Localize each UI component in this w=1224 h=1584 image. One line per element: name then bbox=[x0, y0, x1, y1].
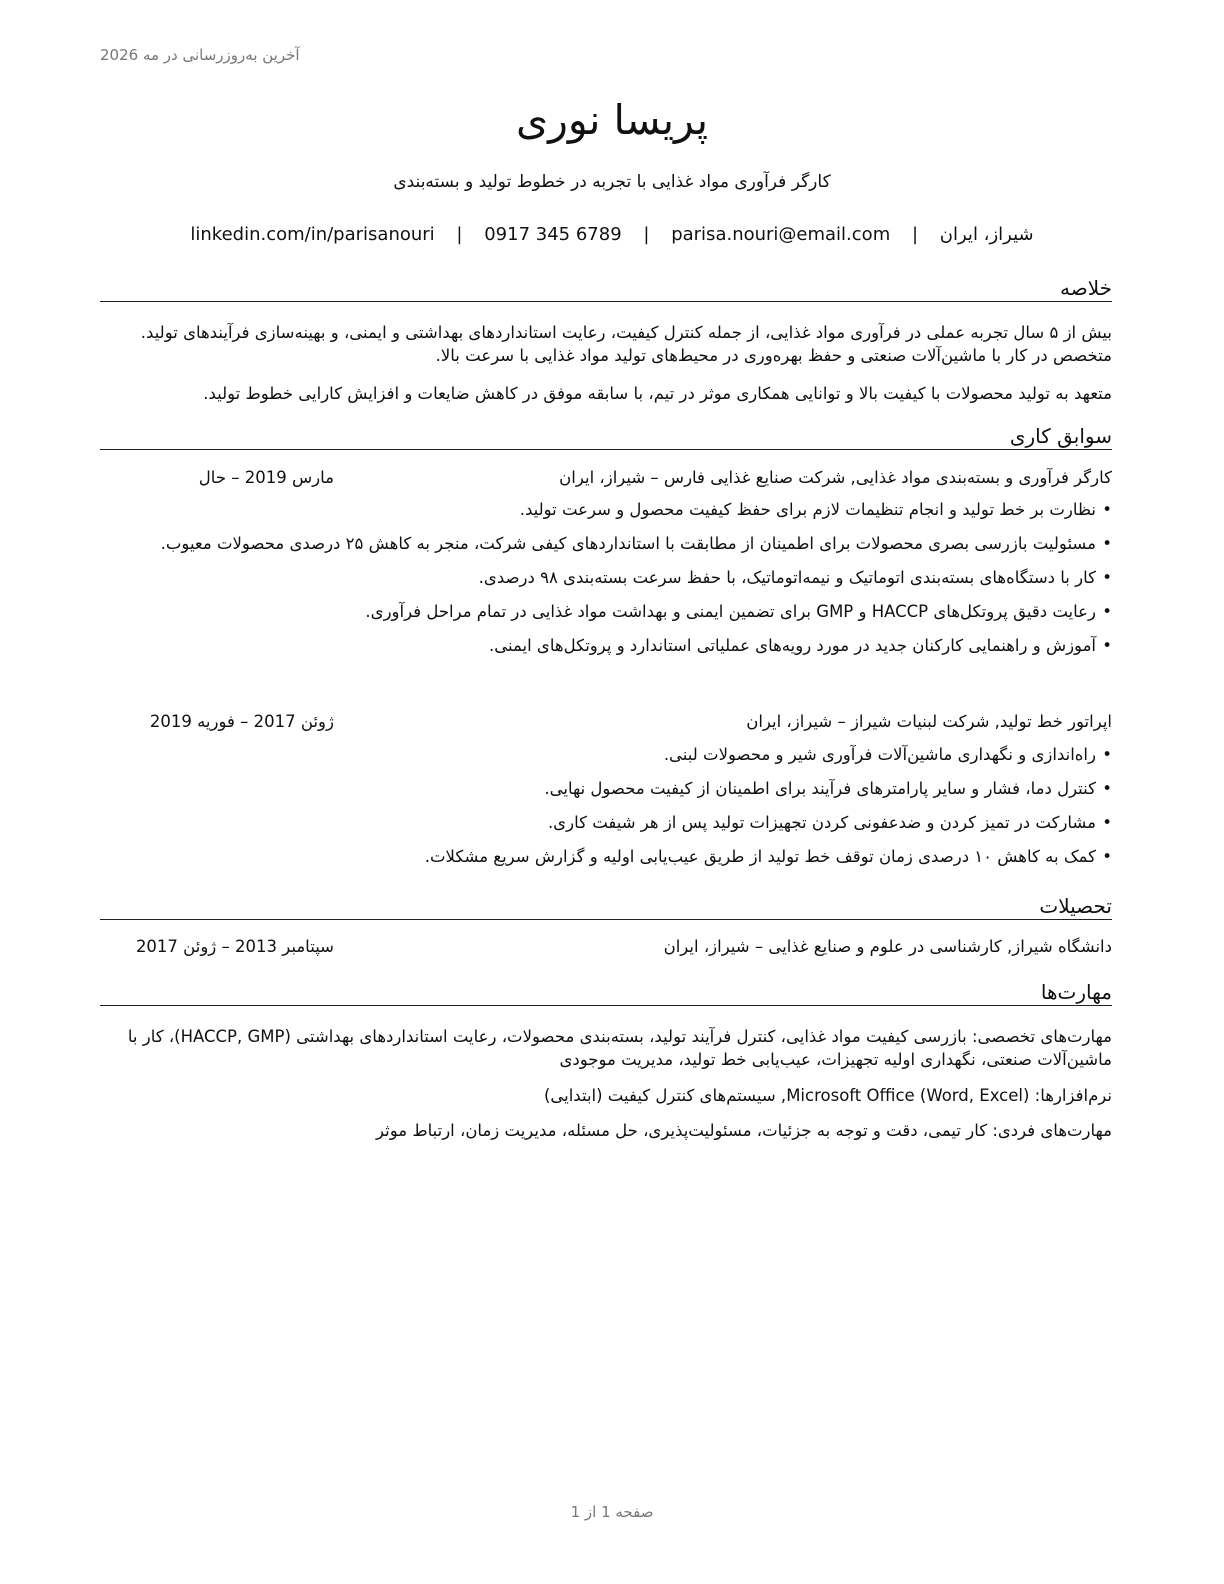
job-dates: مارس 2019 – حال bbox=[198, 468, 334, 487]
job-bullet: • مشارکت در تمیز کردن و ضدعفونی کردن تجهیزات تولید پس از هر شیفت کاری. bbox=[100, 811, 1112, 834]
contact-separator: | bbox=[911, 224, 919, 245]
contact-line bbox=[0, 224, 1224, 245]
section-title-education: تحصیلات bbox=[100, 894, 1112, 920]
summary-paragraph-1: بیش از ۵ سال تجربه عملی در فرآوری مواد غذایی، از جمله کنترل کیفیت، رعایت استانداردهای بهداشتی و ایمنی، و بهینه‌سازی فرآیندهای تولید. متخصص در کار با ماشین‌آلات صنعتی و حفظ بهره‌وری در محیط‌های تولید مواد غذایی با سرعت بالا. bbox=[140, 323, 1112, 365]
skills-technical: مهارت‌های تخصصی: بازرسی کیفیت مواد غذایی، کنترل فرآیند تولید، بسته‌بندی محصولات، رعایت استانداردهای بهداشتی (HACCP, GMP)، کار با ماشین‌آلات صنعتی، نگهداری اولیه تجهیزات، عیب‌یابی خط تولید، مدیریت موجودی bbox=[127, 1027, 1112, 1069]
job-bullet: • کنترل دما، فشار و سایر پارامترهای فرآیند برای اطمینان از کیفیت محصول نهایی. bbox=[100, 777, 1112, 800]
job-bullet: • رعایت دقیق پروتکل‌های HACCP و GMP برای تضمین ایمنی و بهداشت مواد غذایی در تمام مراحل فرآوری. bbox=[100, 600, 1112, 623]
contact-email[interactable]: parisa.nouri@email.com bbox=[671, 224, 891, 245]
skills-software: نرم‌افزارها: Microsoft Office (Word, Excel), سیستم‌های کنترل کیفیت (ابتدایی) bbox=[543, 1086, 1112, 1105]
education-dates: سپتامبر 2013 – ژوئن 2017 bbox=[135, 937, 334, 956]
contact-separator: | bbox=[456, 224, 463, 245]
last-updated-note: آخرین به‌روزرسانی در مه 2026 bbox=[100, 46, 300, 64]
job-dates: ژوئن 2017 – فوریه 2019 bbox=[149, 712, 334, 731]
section-title-experience: سوابق کاری bbox=[100, 424, 1112, 450]
job-bullet: • کار با دستگاه‌های بسته‌بندی اتوماتیک و نیمه‌اتوماتیک، با حفظ سرعت بسته‌بندی ۹۸ درصدی. bbox=[100, 566, 1112, 589]
job-bullet-list bbox=[100, 498, 1112, 668]
page-number: صفحه 1 از 1 bbox=[570, 1503, 654, 1521]
job-bullet: • کمک به کاهش ۱۰ درصدی زمان توقف خط تولید از طریق عیب‌یابی اولیه و گزارش سریع مشکلات. bbox=[100, 845, 1112, 868]
candidate-headline: کارگر فرآوری مواد غذایی با تجربه در خطوط تولید و بسته‌بندی bbox=[393, 172, 831, 192]
education-institution-degree: دانشگاه شیراز, کارشناسی در علوم و صنایع غذایی – شیراز، ایران bbox=[663, 937, 1112, 956]
job-bullet: • آموزش و راهنمایی کارکنان جدید در مورد رویه‌های عملیاتی استاندارد و پروتکل‌های ایمنی. bbox=[100, 634, 1112, 657]
job-bullet: • مسئولیت بازرسی بصری محصولات برای اطمینان از مطابقت با استانداردهای کیفی شرکت، منجر به کاهش ۲۵ درصدی محصولات معیوب. bbox=[100, 532, 1112, 555]
job-bullet-list bbox=[100, 743, 1112, 879]
skills-soft: مهارت‌های فردی: کار تیمی، دقت و توجه به جزئیات، مسئولیت‌پذیری، حل مسئله، مدیریت زمان، ارتباط موثر bbox=[376, 1121, 1112, 1140]
section-title-summary: خلاصه bbox=[100, 276, 1112, 302]
candidate-name: پریسا نوری bbox=[515, 96, 709, 144]
section-title-skills: مهارت‌ها bbox=[100, 980, 1112, 1006]
job-bullet: • راه‌اندازی و نگهداری ماشین‌آلات فرآوری شیر و محصولات لبنی. bbox=[100, 743, 1112, 766]
job-heading bbox=[100, 468, 1112, 492]
job-title-company: اپراتور خط تولید, شرکت لبنیات شیراز – شیراز، ایران bbox=[746, 712, 1112, 731]
summary-paragraph-2: متعهد به تولید محصولات با کیفیت بالا و توانایی همکاری موثر در تیم، با سابقه موفق در کاهش ضایعات و افزایش کارایی خطوط تولید. bbox=[203, 384, 1112, 403]
contact-separator: | bbox=[643, 224, 650, 245]
job-heading bbox=[100, 712, 1112, 736]
job-title-company: کارگر فرآوری و بسته‌بندی مواد غذایی, شرکت صنایع غذایی فارس – شیراز، ایران bbox=[559, 468, 1112, 487]
contact-location: شیراز، ایران bbox=[939, 224, 1034, 245]
contact-linkedin[interactable]: linkedin.com/in/parisanouri bbox=[190, 224, 435, 245]
contact-phone: 0917 345 6789 bbox=[484, 224, 622, 245]
education-heading bbox=[100, 937, 1112, 961]
job-bullet: • نظارت بر خط تولید و انجام تنظیمات لازم برای حفظ کیفیت محصول و سرعت تولید. bbox=[100, 498, 1112, 521]
